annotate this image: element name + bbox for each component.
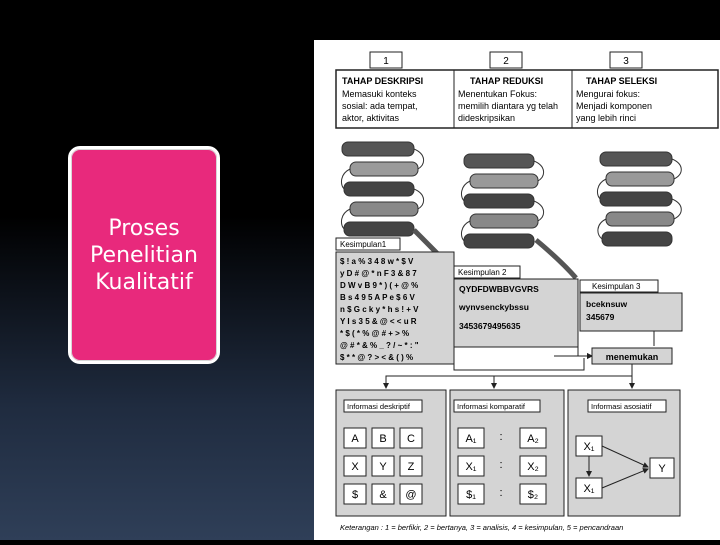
svg-text::: : xyxy=(499,487,503,499)
title-card xyxy=(68,146,220,364)
svg-text:memilih diantara yg telah: memilih diantara yg telah xyxy=(458,101,559,111)
info-descriptive-title: Informasi deskriptif xyxy=(347,402,410,411)
svg-text:2: 2 xyxy=(503,56,509,67)
kesimpulan-3 xyxy=(580,280,682,331)
svg-text:Menjadi komponen: Menjadi komponen xyxy=(576,101,653,111)
comparative-grid xyxy=(458,428,546,504)
legend-note: Keterangan : 1 = berfikir, 2 = bertanya, 3 = analisis, 4 = kesimpulan, 5 = pencandraan xyxy=(340,523,624,532)
svg-text:sosial: ada tempat,: sosial: ada tempat, xyxy=(342,101,418,111)
svg-text:Y: Y xyxy=(379,461,387,473)
svg-text:A₁: A₁ xyxy=(465,433,477,445)
svg-text:y D # @ * n F 3 & 8 7: y D # @ * n F 3 & 8 7 xyxy=(340,269,417,278)
svg-text:wynvsenckybssu: wynvsenckybssu xyxy=(459,302,529,312)
svg-text:* $ ( * % @ # + > %: * $ ( * % @ # + > % xyxy=(340,329,410,338)
svg-text:@: @ xyxy=(405,489,417,501)
stage-1-title: TAHAP DESKRIPSI xyxy=(342,76,424,86)
menemukan-box xyxy=(592,348,672,364)
process-diagram xyxy=(314,40,720,540)
svg-text:$₂: $₂ xyxy=(527,489,539,501)
svg-text:A: A xyxy=(351,433,359,445)
stage-1-number xyxy=(370,52,402,68)
svg-text:@ # * & % _ ? / ~ * : ": @ # * & % _ ? / ~ * : " xyxy=(340,341,419,350)
spiral-3-illustration xyxy=(598,152,682,246)
kesimpulan-2 xyxy=(454,266,578,347)
svg-text:X₁: X₁ xyxy=(583,483,595,495)
svg-text:D W v B 9 * ) ( + @ %: D W v B 9 * ) ( + @ % xyxy=(340,281,419,290)
card-title: Proses Penelitian Kualitatif xyxy=(90,215,198,295)
svg-text:Mengurai fokus:: Mengurai fokus: xyxy=(576,89,641,99)
svg-text:$₁: $₁ xyxy=(466,489,476,501)
svg-text:1: 1 xyxy=(383,56,389,67)
svg-text:dideskripsikan: dideskripsikan xyxy=(458,113,516,123)
svg-text::: : xyxy=(499,431,503,443)
svg-text:n $ G c k y * h s ! + V: n $ G c k y * h s ! + V xyxy=(340,305,419,314)
svg-text::: : xyxy=(499,459,503,471)
svg-text:Memasuki konteks: Memasuki konteks xyxy=(342,89,417,99)
spiral-2-illustration xyxy=(462,154,544,248)
kesimpulan-1 xyxy=(336,238,454,364)
svg-text:345679: 345679 xyxy=(586,312,615,322)
svg-text:X₁: X₁ xyxy=(465,461,477,473)
spiral-1-illustration xyxy=(342,142,424,236)
svg-text:Y I s 3 5 & @ < < u R: Y I s 3 5 & @ < < u R xyxy=(340,317,417,326)
svg-text:3453679495635: 3453679495635 xyxy=(459,321,521,331)
svg-text:&: & xyxy=(379,489,387,501)
svg-text:C: C xyxy=(407,433,415,445)
info-associative-title: Informasi asosiatif xyxy=(591,402,652,411)
svg-text:$ ! a % 3 4 8 w * $ V: $ ! a % 3 4 8 w * $ V xyxy=(340,257,414,266)
svg-text:bceknsuw: bceknsuw xyxy=(586,299,628,309)
svg-text:aktor, aktivitas: aktor, aktivitas xyxy=(342,113,400,123)
svg-text:X₂: X₂ xyxy=(527,461,539,473)
svg-text:Kesimpulan 3: Kesimpulan 3 xyxy=(592,282,641,291)
svg-text:3: 3 xyxy=(623,56,629,67)
info-comparative-title: Informasi komparatif xyxy=(457,402,525,411)
svg-text:B s 4 9 5 A P e $ 6 V: B s 4 9 5 A P e $ 6 V xyxy=(340,293,415,302)
svg-text:Menentukan Fokus:: Menentukan Fokus: xyxy=(458,89,538,99)
svg-text:A₂: A₂ xyxy=(527,433,539,445)
svg-text:X: X xyxy=(351,461,359,473)
stage-2-number xyxy=(490,52,522,68)
svg-text:QYDFDWBBVGVRS: QYDFDWBBVGVRS xyxy=(459,284,539,294)
svg-text:Z: Z xyxy=(407,461,415,473)
stage-2-title: TAHAP REDUKSI xyxy=(470,76,544,86)
svg-text:Y: Y xyxy=(658,463,666,475)
stage-3-title: TAHAP SELEKSI xyxy=(586,76,658,86)
svg-text:menemukan: menemukan xyxy=(605,352,659,362)
svg-text:$: $ xyxy=(351,489,359,501)
svg-text:B: B xyxy=(379,433,387,445)
svg-text:Kesimpulan1: Kesimpulan1 xyxy=(340,240,387,249)
svg-text:Kesimpulan 2: Kesimpulan 2 xyxy=(458,268,507,277)
diagram-document xyxy=(314,40,720,540)
svg-text:$ * * @ ? > < & ( ) %: $ * * @ ? > < & ( ) % xyxy=(340,353,414,362)
svg-text:X₁: X₁ xyxy=(583,441,595,453)
descriptive-grid xyxy=(344,428,422,504)
svg-text:yang lebih rinci: yang lebih rinci xyxy=(576,113,637,123)
stage-3-number xyxy=(610,52,642,68)
